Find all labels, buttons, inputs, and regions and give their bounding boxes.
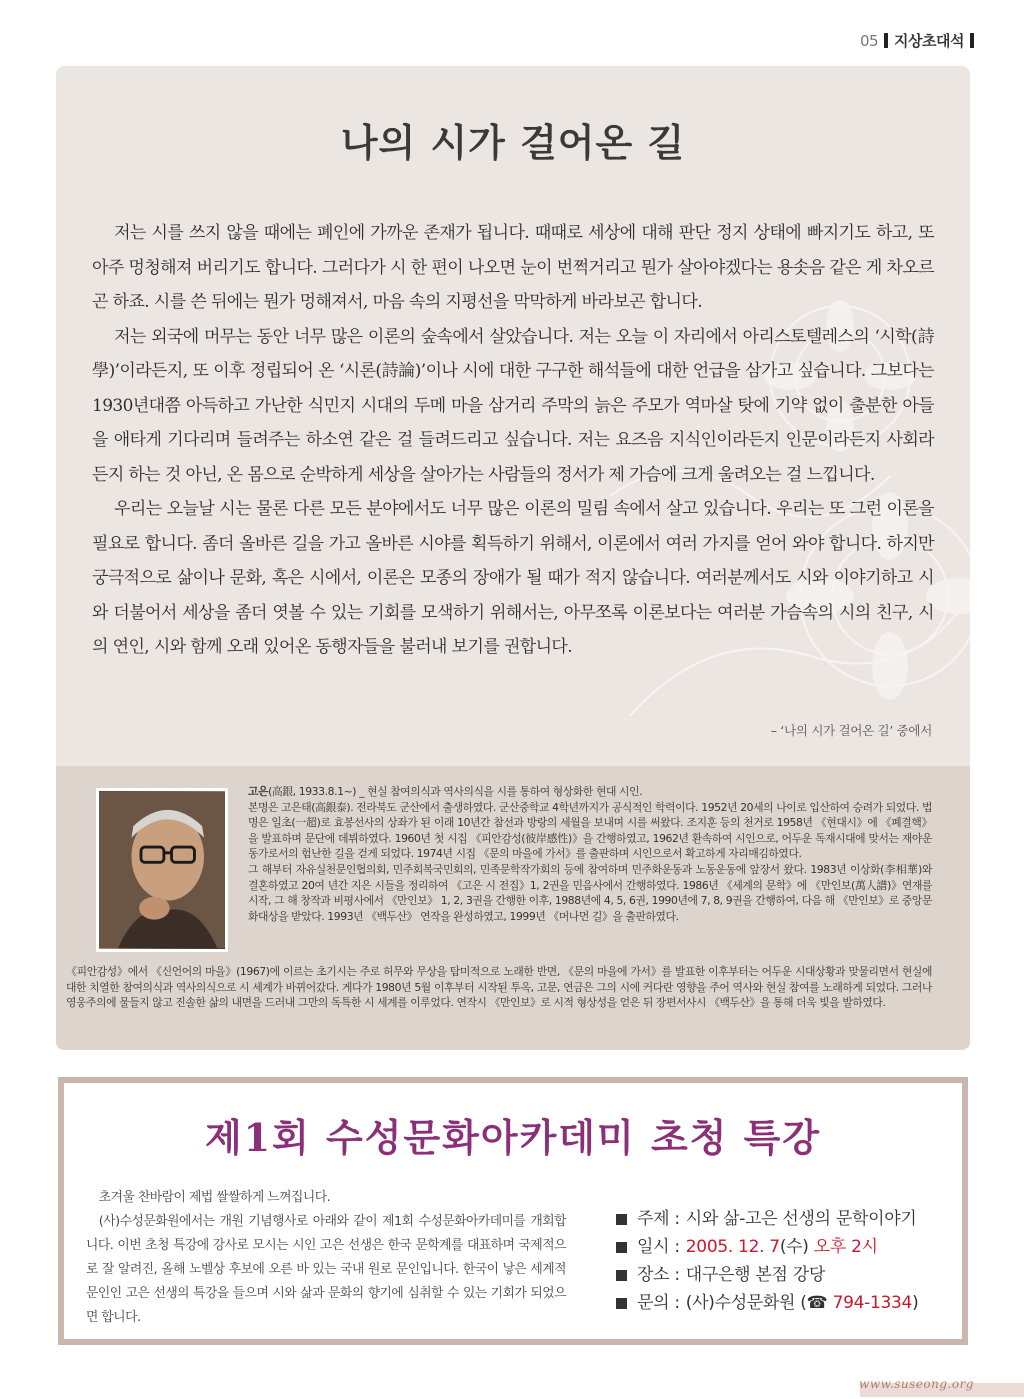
bio-paragraph: 《피안감성》에서 《신언어의 마을》(1967)에 이르는 초기시는 주로 허무와 무상을 탐미적으로 노래한 반면, 《문의 마을에 가서》를 발표한 이후부터는 어두운 시대상황과 맞물리면서 현실에 대한 치열한 참여의식과 역사의식으로 시 세계가 바뀌어갔다. 게다가 1980년 5월 이후부터 시작된 투옥, 고문, 연금은 그의 시에 커다란 영향을 주어 역사와 현실 참여를 노래하게 되었다. 그러나 영웅주의에 물들지 않고 진솔한 삶의 내면을 드러내 그만의 독특한 시 세계를 이루었다. 연작시 《만인보》로 시적 형상성을 얻은 뒤 장편서사시 《백두산》을 통해 더욱 빛을 발하였다. — [66, 965, 932, 1010]
event-weekday: (수) — [779, 1237, 809, 1257]
essay-section — [56, 66, 970, 766]
detail-label: 문의 : — [637, 1293, 680, 1313]
detail-date — [616, 1233, 918, 1261]
footer-url[interactable]: www.suseong.org — [859, 1377, 974, 1391]
detail-value: 시와 삶-고은 선생의 문학이야기 — [685, 1209, 917, 1229]
portrait-icon — [99, 791, 225, 949]
event-intro-paragraph: 초겨울 찬바람이 제법 쌀쌀하게 느껴집니다. — [98, 1190, 331, 1205]
event-intro — [86, 1186, 566, 1330]
event-intro-paragraph: (사)수성문화원에서는 개원 기념행사로 아래와 같이 제1회 수성문화아카데미를 개회합니다. 이번 초청 특강에 강사로 모시는 시인 고은 선생은 한국 문학계를 대표하며 국제적으로 잘 알려진, 올해 노벨상 후보에 오른 바 있는 국내 원로 문인입니다. 한국이 낳은 세계적 문인인 고은 선생의 특강을 들으며 시와 삶과 문화의 향기에 심취할 수 있는 기회가 되었으면 합니다. — [86, 1214, 566, 1325]
author-photo — [96, 788, 228, 952]
bio-paragraph: 본명은 고은태(高銀泰). 전라북도 군산에서 출생하였다. 군산중학교 4학년까지가 공식적인 학력이다. 1952년 20세의 나이로 입산하여 승려가 되었다. 법명은 일초(一超)로 효봉선사의 상좌가 된 이래 10년간 참선과 방랑의 세월을 보내며 시를 써왔다. 조지훈 등의 천거로 1958년 《현대시》에 《폐결핵》을 발표하며 문단에 데뷔하였다. 1960년 첫 시집 《피안감성(彼岸感性)》을 간행하였고, 1962년 환속하여 시인으로, 어두운 독재시대에 맞서는 재야운동가로서의 험난한 길을 걷게 되었다. 1974년 시집 《문의 마을에 가서》를 출판하며 시인으로서 확고하게 자리매김하였다. — [248, 800, 932, 861]
essay-source: – ‘나의 시가 걸어온 길’ 중에서 — [770, 723, 932, 738]
bullet-square-icon — [616, 1242, 627, 1253]
detail-place — [616, 1261, 918, 1289]
detail-topic — [616, 1205, 918, 1233]
event-title: 제1회 수성문화아카데미 초청 특강 — [204, 1115, 822, 1160]
phone-icon: ☎ — [806, 1293, 828, 1313]
detail-value: 대구은행 본점 강당 — [685, 1265, 825, 1285]
contact-close: ) — [912, 1293, 919, 1313]
event-section — [58, 1077, 968, 1345]
event-date: 2005. 12. 7 — [685, 1237, 780, 1257]
page-header — [860, 30, 974, 51]
bullet-square-icon — [616, 1270, 627, 1281]
essay-paragraph: 우리는 오늘날 시는 물론 다른 모든 분야에서도 너무 많은 이론의 밀림 속에서 살고 있습니다. 우리는 또 그런 이론을 필요로 합니다. 좀더 올바른 길을 가고 올바른 시야를 획득하기 위해서, 이론에서 여러 가지를 얻어 와야 합니다. 하지만 궁극적으로 삶이나 문화, 혹은 시에서, 이론은 모종의 장애가 될 때가 적지 않습니다. 여러분께서도 시와 이야기하고 시와 더불어서 세상을 좀더 엿볼 수 있는 기회를 모색하기 위해서는, 아무쪼록 이론보다는 여러분 가슴속의 시의 친구, 시의 연인, 시와 함께 오래 있어온 동행자들을 불러내 보기를 권합니다. — [92, 499, 934, 657]
contact-org: (사)수성문화원 ( — [685, 1293, 807, 1313]
bio-summary — [248, 784, 932, 924]
essay-paragraph: 저는 시를 쓰지 않을 때에는 폐인에 가까운 존재가 됩니다. 때때로 세상에 대해 판단 정지 상태에 빠지기도 하고, 또 아주 멍청해져 버리기도 합니다. 그러다가 시 한 편이 나오면 눈이 번쩍거리고 뭔가 살아야겠다는 용솟음 같은 게 차오르곤 하죠. 시를 쓴 뒤에는 뭔가 멍해져서, 마음 속의 지평선을 막막하게 바라보곤 합니다. — [92, 223, 934, 312]
event-details — [616, 1205, 918, 1317]
essay-title: 나의 시가 걸어온 길 — [340, 120, 686, 165]
detail-contact — [616, 1289, 918, 1317]
bullet-square-icon — [616, 1214, 627, 1225]
event-time: 오후 2시 — [813, 1237, 878, 1257]
page-number: 05 — [859, 31, 879, 50]
detail-label: 주제 : — [637, 1209, 680, 1229]
contact-phone: 794-1334 — [832, 1293, 913, 1313]
essay-paragraph: 저는 외국에 머무는 동안 너무 많은 이론의 숲속에서 살았습니다. 저는 오늘 이 자리에서 아리스토텔레스의 ‘시학(詩學)’이라든지, 또 이후 정립되어 온 ‘시론(詩論)’이나 시에 대한 구구한 해석들에 대한 언급을 삼가고 싶습니다. 그보다는 1930년대쯤 아득하고 가난한 식민지 시대의 두메 마을 삼거리 주막의 늙은 주모가 역마살 탓에 기약 없이 출분한 아들을 애타게 기다리며 들려주는 하소연 같은 걸 들려드리고 싶습니다. 저는 요즈음 지식인이라든지 인문이라든지 사회라든지 하는 것 아닌, 온 몸으로 순박하게 세상을 살아가는 사람들의 정서가 제 가슴에 크게 울려오는 걸 느낍니다. — [92, 326, 934, 485]
header-divider — [884, 33, 888, 48]
author-name: 고은 — [248, 785, 269, 798]
detail-label: 장소 : — [637, 1265, 680, 1285]
section-title: 지상초대석 — [894, 32, 964, 50]
author-intro: (高銀, 1933.8.1~) _ 현실 참여의식과 역사의식을 시를 통하여 형상화한 현대 시인. — [268, 785, 643, 798]
essay-body — [92, 216, 934, 665]
bullet-square-icon — [616, 1298, 627, 1309]
header-divider-end — [970, 33, 974, 48]
detail-label: 일시 : — [637, 1237, 680, 1257]
bio-paragraph: 그 해부터 자유실천문인협의회, 민주회복국민회의, 민족문학작가회의 등에 참여하며 민주화운동과 노동운동에 앞장서 왔다. 1983년 이상화(李相華)와 결혼하였고 20여 년간 지은 시들을 정리하여 《고은 시 전집》1, 2권을 민음사에서 간행하였다. 1986년 《세계의 문학》에 《만인보(萬人譜)》연재를 시작, 그 해 창작과 비평사에서 《만인보》 1, 2, 3권을 간행한 이후, 1988년에 4, 5, 6권, 1990년에 7, 8, 9권을 간행하여, 다음 해 《만인보》로 중앙문화대상을 받았다. 1993년 《백두산》 연작을 완성하였고, 1999년 《머나먼 길》을 출판하였다. — [248, 862, 932, 923]
bio-section — [56, 766, 970, 1050]
